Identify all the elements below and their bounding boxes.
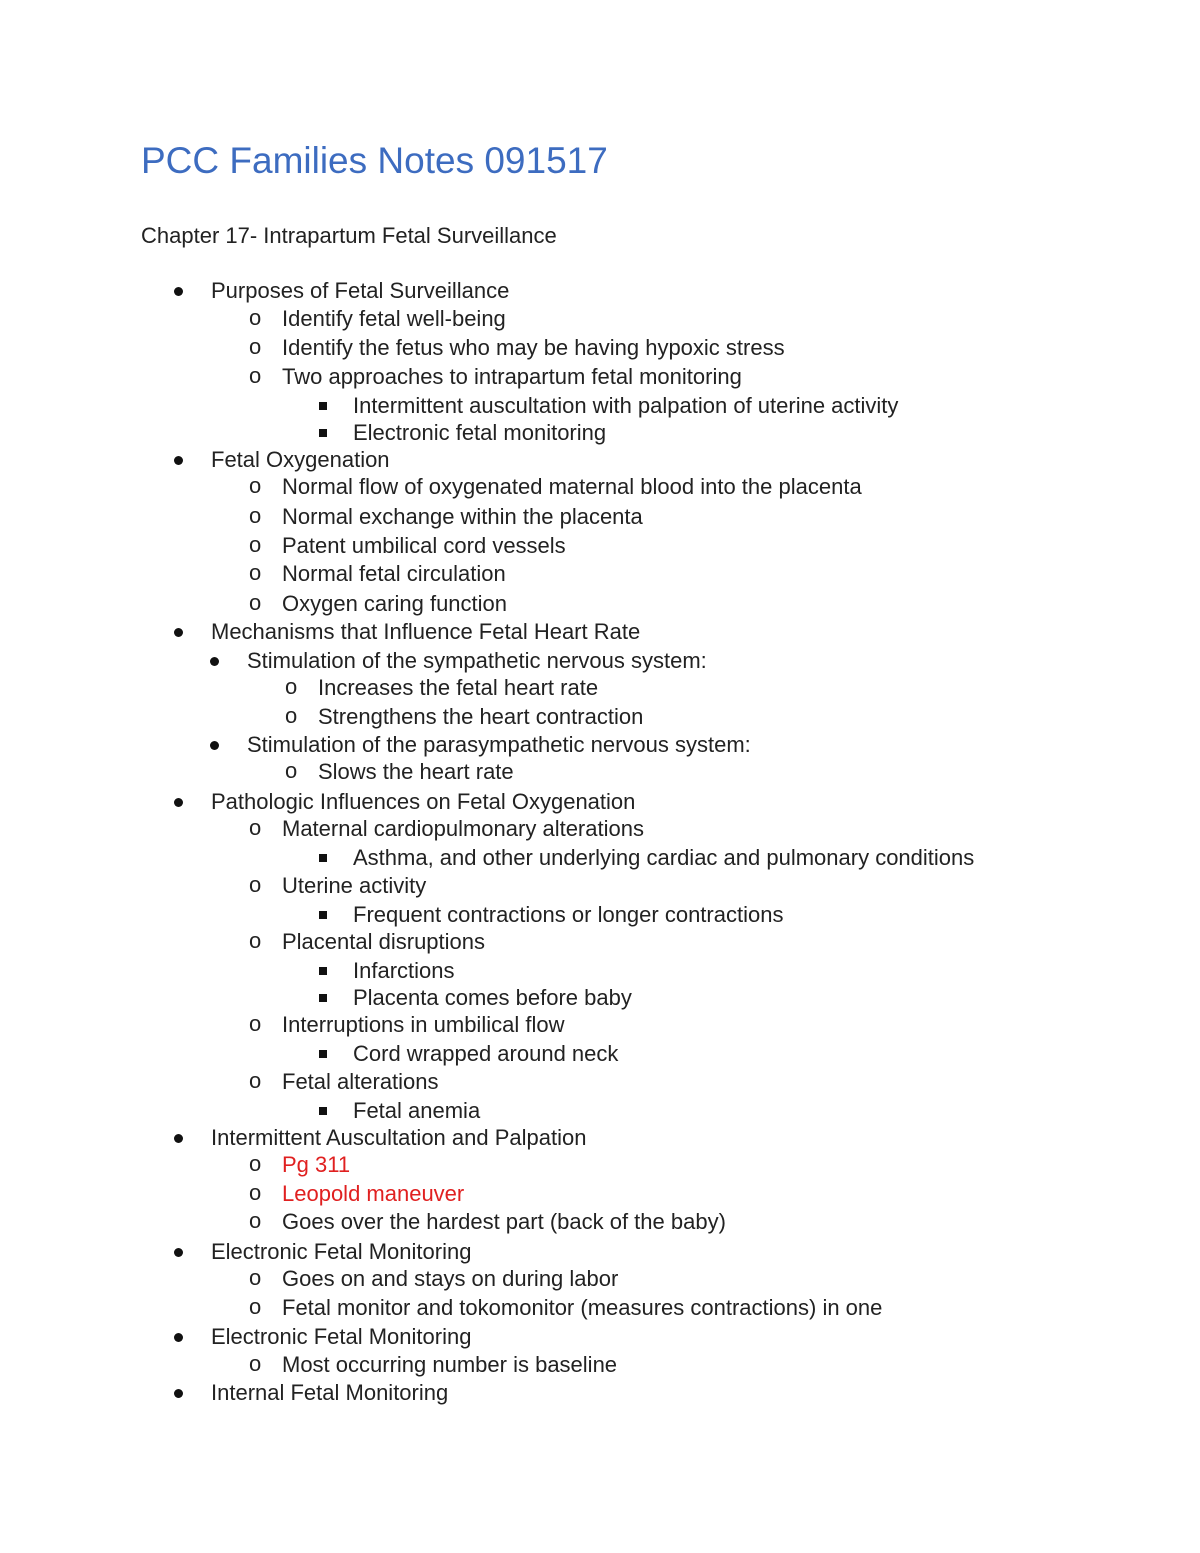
list-item xyxy=(211,787,635,817)
list-item-text: Stimulation of the parasympathetic nervous system: xyxy=(247,732,751,757)
circle-bullet-icon: o xyxy=(249,305,262,330)
circle-bullet-icon: o xyxy=(249,532,262,557)
list-item xyxy=(249,1207,726,1237)
bullet-icon xyxy=(210,741,219,750)
list-item-text: Stimulation of the sympathetic nervous system: xyxy=(247,648,707,673)
list-item xyxy=(249,472,862,502)
list-item xyxy=(211,445,390,475)
list-item-text: Fetal Oxygenation xyxy=(211,447,390,472)
circle-bullet-icon: o xyxy=(285,758,298,783)
circle-bullet-icon: o xyxy=(285,674,298,699)
square-bullet-icon xyxy=(319,911,327,919)
bullet-icon xyxy=(174,1248,183,1257)
list-item-text: Patent umbilical cord vessels xyxy=(282,533,566,558)
list-item-text: Goes on and stays on during labor xyxy=(282,1266,619,1291)
list-item-text: Uterine activity xyxy=(282,873,427,898)
list-item-text: Oxygen caring function xyxy=(282,591,508,616)
list-item xyxy=(247,730,751,760)
list-item xyxy=(249,1067,439,1097)
list-item xyxy=(211,1123,586,1153)
list-item-text: Fetal anemia xyxy=(353,1098,481,1123)
bullet-icon xyxy=(174,1333,183,1342)
list-item xyxy=(211,1378,448,1408)
list-item-text: Frequent contractions or longer contractions xyxy=(353,902,784,927)
list-item xyxy=(285,702,644,732)
list-item-text: Two approaches to intrapartum fetal monitoring xyxy=(282,364,742,389)
circle-bullet-icon: o xyxy=(249,1180,262,1205)
list-item-text: Intermittent auscultation with palpation of uterine activity xyxy=(353,393,899,418)
list-item xyxy=(249,1293,883,1323)
square-bullet-icon xyxy=(319,854,327,862)
list-item-text: Fetal alterations xyxy=(282,1069,439,1094)
list-item xyxy=(211,1322,471,1352)
list-item-text: Infarctions xyxy=(353,958,455,983)
circle-bullet-icon: o xyxy=(249,815,262,840)
bullet-icon xyxy=(174,628,183,637)
list-item-text: Most occurring number is baseline xyxy=(282,1352,618,1377)
circle-bullet-icon: o xyxy=(249,1294,262,1319)
list-item xyxy=(353,900,783,930)
list-item-text: Pathologic Influences on Fetal Oxygenation xyxy=(211,789,636,814)
list-item-text: Interruptions in umbilical flow xyxy=(282,1012,565,1037)
list-item-text: Normal fetal circulation xyxy=(282,561,506,586)
list-item xyxy=(249,927,486,957)
list-item-text: Electronic Fetal Monitoring xyxy=(211,1324,472,1349)
list-item-text: Normal exchange within the placenta xyxy=(282,504,643,529)
list-item xyxy=(353,1039,618,1069)
list-item-text: Placenta comes before baby xyxy=(353,985,632,1010)
list-item-text: Slows the heart rate xyxy=(318,759,514,784)
circle-bullet-icon: o xyxy=(249,1068,262,1093)
list-item xyxy=(211,617,640,647)
list-item-text: Fetal monitor and tokomonitor (measures contractions) in one xyxy=(282,1295,883,1320)
list-item xyxy=(211,276,509,306)
circle-bullet-icon: o xyxy=(249,590,262,615)
list-item xyxy=(249,1350,618,1380)
list-item xyxy=(353,983,632,1013)
list-item xyxy=(249,362,742,392)
list-item-text: Identify the fetus who may be having hypoxic stress xyxy=(282,335,785,360)
list-item xyxy=(249,502,643,532)
list-item xyxy=(353,391,898,421)
list-item-text: Asthma, and other underlying cardiac and pulmonary conditions xyxy=(353,845,975,870)
list-item xyxy=(249,1264,619,1294)
list-item-text: Normal flow of oxygenated maternal blood into the placenta xyxy=(282,474,862,499)
list-item xyxy=(249,589,508,619)
bullet-icon xyxy=(174,798,183,807)
circle-bullet-icon: o xyxy=(285,703,298,728)
bullet-icon xyxy=(210,657,219,666)
list-item xyxy=(285,673,599,703)
circle-bullet-icon: o xyxy=(249,363,262,388)
square-bullet-icon xyxy=(319,1050,327,1058)
list-item xyxy=(353,956,455,986)
list-item xyxy=(249,559,506,589)
list-item-text: Internal Fetal Monitoring xyxy=(211,1380,449,1405)
list-item xyxy=(353,418,606,448)
document-title: PCC Families Notes 091517 xyxy=(141,140,608,181)
list-item-text: Electronic fetal monitoring xyxy=(353,420,607,445)
circle-bullet-icon: o xyxy=(249,473,262,498)
list-item xyxy=(285,757,514,787)
bullet-icon xyxy=(174,456,183,465)
list-item-text: Identify fetal well-being xyxy=(282,306,506,331)
circle-bullet-icon: o xyxy=(249,1011,262,1036)
list-item xyxy=(249,1010,565,1040)
bullet-icon xyxy=(174,1389,183,1398)
circle-bullet-icon: o xyxy=(249,1351,262,1376)
list-item xyxy=(249,304,506,334)
list-item xyxy=(249,1150,351,1180)
square-bullet-icon xyxy=(319,429,327,437)
list-item xyxy=(353,843,974,873)
list-item-text: Purposes of Fetal Surveillance xyxy=(211,278,510,303)
list-item-text: Goes over the hardest part (back of the baby) xyxy=(282,1209,726,1234)
square-bullet-icon xyxy=(319,1107,327,1115)
bullet-icon xyxy=(174,1134,183,1143)
list-item-text: Cord wrapped around neck xyxy=(353,1041,619,1066)
square-bullet-icon xyxy=(319,402,327,410)
list-item-text: Pg 311 xyxy=(282,1152,351,1177)
list-item-text: Electronic Fetal Monitoring xyxy=(211,1239,472,1264)
list-item-text: Maternal cardiopulmonary alterations xyxy=(282,816,644,841)
square-bullet-icon xyxy=(319,967,327,975)
circle-bullet-icon: o xyxy=(249,928,262,953)
circle-bullet-icon: o xyxy=(249,503,262,528)
circle-bullet-icon: o xyxy=(249,1208,262,1233)
list-item-text: Leopold maneuver xyxy=(282,1181,465,1206)
circle-bullet-icon: o xyxy=(249,560,262,585)
square-bullet-icon xyxy=(319,994,327,1002)
circle-bullet-icon: o xyxy=(249,1265,262,1290)
list-item-text: Strengthens the heart contraction xyxy=(318,704,644,729)
circle-bullet-icon: o xyxy=(249,872,262,897)
list-item-text: Intermittent Auscultation and Palpation xyxy=(211,1125,587,1150)
list-item-text: Placental disruptions xyxy=(282,929,486,954)
list-item xyxy=(353,1096,480,1126)
bullet-icon xyxy=(174,287,183,296)
circle-bullet-icon: o xyxy=(249,1151,262,1176)
circle-bullet-icon: o xyxy=(249,334,262,359)
list-item xyxy=(249,531,566,561)
list-item xyxy=(249,871,427,901)
list-item xyxy=(249,814,644,844)
chapter-heading: Chapter 17- Intrapartum Fetal Surveillance xyxy=(141,223,557,248)
list-item xyxy=(247,646,707,676)
list-item-text: Increases the fetal heart rate xyxy=(318,675,599,700)
list-item xyxy=(249,333,785,363)
list-item-text: Mechanisms that Influence Fetal Heart Rate xyxy=(211,619,641,644)
list-item xyxy=(249,1179,465,1209)
